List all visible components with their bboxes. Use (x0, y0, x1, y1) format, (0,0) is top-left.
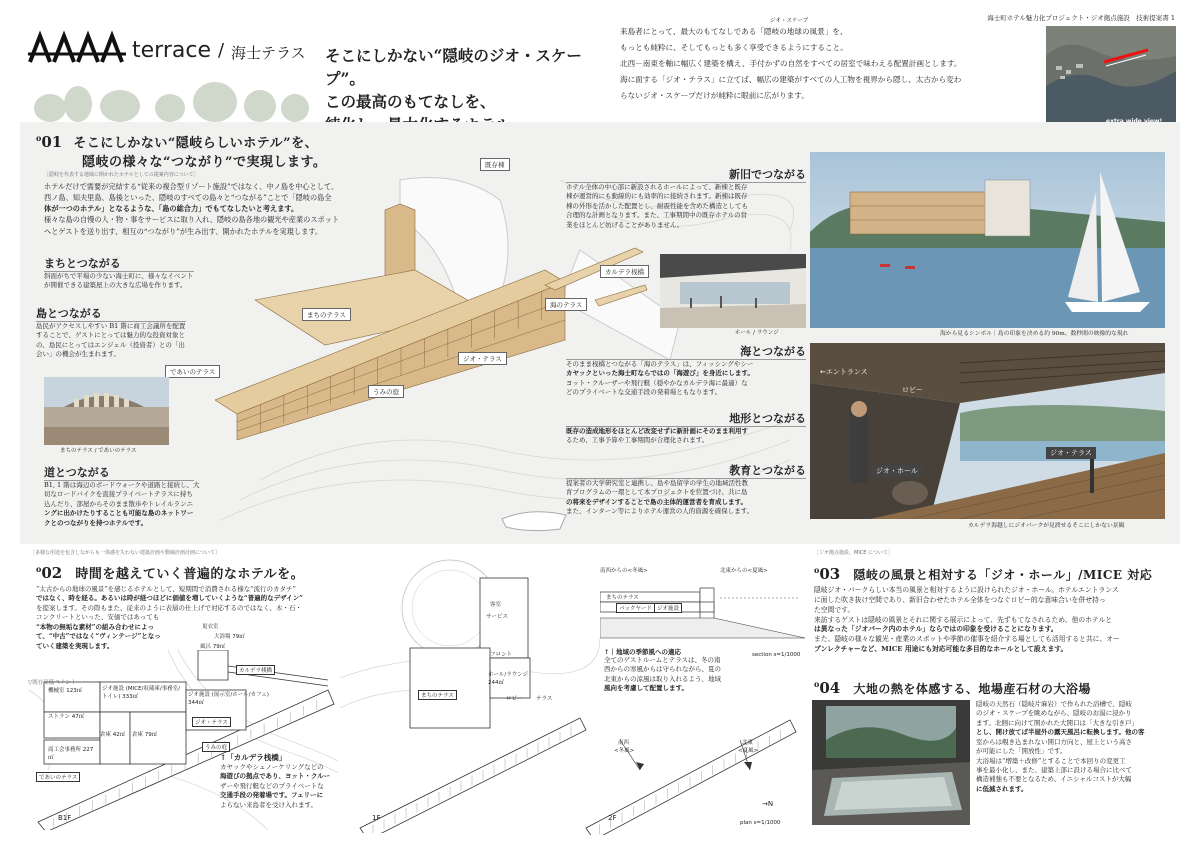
shinkyu-title: 新旧でつながる (729, 168, 806, 181)
b1-room-kikai: 機械室 123㎡ (48, 688, 83, 694)
caldera-title: ↑「カルデラ桟橋」 (220, 753, 287, 762)
shinkyu-block: 新旧でつながる ホテル全体の中心部に新設されるホールによって、新棟と既存 棟が運営的にも動線的にも効率的に接続されます。新棟は既存 棟の外形を活かした配置とし、耐震性能を含めた構造としても 合理的な計画となります。また、工事期間中の既存ホテルの営 業をほとんど妨げることがありません。 (566, 168, 806, 229)
terrace-photo-icon (44, 377, 169, 445)
b1-label-geo-terrace: ジオ・テラス (192, 717, 231, 727)
boat-icon (500, 505, 570, 535)
label-machi-terrace: まちのテラス (302, 308, 351, 321)
plan-scale: plan s=1/1000 (740, 820, 781, 826)
sec03-body: 隠岐ジオ・パークらしい本当の風景と相対するように設けられたジオ・ホール。ホテルエントランス に面した吹き抜け空間であり、新旧合わせたホテル全体をつなぐロビー的な意味合いを併せ持っ た空間です。 来訪するゲストは隠岐の風景とそれに関する展示によって、先ずもてなされるため、他のホテルと は異なった「ジオパーク内のホテル」ならではの印象を受けることになります。 また、隠岐の様々な観光・産業のスポットや季節の催事を紹介する場としても活用すると共に、オー プンレクチャーなど、MICE 用途にも対応可能な多目的なホールとして設えます。 (814, 586, 1120, 654)
sec04-title: 大地の熱を体感する、地場産石材の大浴場 (853, 682, 1091, 696)
section-scale: section s=1/1000 (752, 652, 801, 658)
intro-line-5: らないジオ・スケープだけが純粋に眼前に広がります。 (620, 91, 809, 100)
chikei-title: 地形とつながる (729, 412, 806, 425)
b1-label-deai: であいのテラス (36, 772, 80, 782)
michi-title: 道とつながる (44, 466, 110, 479)
b1-room-geo-mice: ジオ施設 (MICE/収蔵庫/事務室/トイレ) 333㎡ (102, 686, 181, 700)
photo-machi-deai (44, 377, 169, 445)
plan-1f (340, 558, 600, 833)
floor-2f: 2F (608, 814, 617, 822)
logo-sep: / (218, 40, 225, 61)
intro-text (620, 18, 1040, 104)
photo1-caption: まちのテラス / であいのテラス (60, 448, 137, 454)
shima-block: 島とつながる 島民がアクセスしやすい B1 階に商工会議所を配置 することで、ゲストにとっては魅力的な投資対象と の、島民にとってはエンジェル（投資者）との「出 会い」の機会が生まれます。 (36, 305, 226, 360)
catch-line-1: そこにしかない“隠岐のジオ・スケープ”。 (325, 46, 582, 88)
michi-block: 道とつながる B1, 1 階は海辺のボードウォークや道路と接続し、大 切なロードバイクを直接プライベートテラスに持ち 込んだり、部屋からそのまま散歩やトレイルランニ ングに出かけたりすることも可能な島のネットワー クとのつながりを持つホテルです。 (44, 464, 244, 528)
intro-line-1: 来島者にとって、最大のもてなしである「隠岐の地球の風景」を、 (620, 27, 848, 36)
doc-title: 海士町ホテル魅力化プロジェクト・ジオ拠点施設 技術提案書 1 (987, 14, 1175, 22)
section-geo: ジオ施設 (654, 603, 682, 613)
b1-room-shokokai: 商工会事務所 227㎡ (48, 747, 94, 761)
section-wind-sw: 南西からの<冬風> (600, 568, 648, 574)
b1-room-soko1: 倉庫 42㎡ (100, 732, 126, 738)
b1-label-caldera: カルデラ桟橋 (236, 665, 275, 675)
sec03-number: $^o$03 (814, 565, 841, 583)
label-umi-terrace: 海のテラス (545, 298, 587, 311)
sec01-number: $^o$01 (36, 133, 63, 151)
umi-block: 海とつながる そのまま桟橋とつながる「海のテラス」は、フィッシングやシー カヤックといった海士町ならではの「海遊び」を身近にします。 ヨット・クルーザーや飛行艇（穏やかなカルデラ海に最適）な どのプライベートな交通手段の発着場ともなります。 (566, 345, 806, 397)
f1-label-hall: ホール/ラウンジ 244㎡ (488, 672, 529, 686)
machi-block: まちとつながる 斜面がちで平場の少ない海士町に、様々なイベント が開催できる建築屋上の大きな広場を作ります。 (44, 255, 234, 291)
logo-terrace: terrace (132, 38, 211, 63)
b1-room-daiyokujo: 大浴場 79㎡ (214, 634, 245, 640)
f1-label-service: サービス (486, 614, 509, 620)
section-machi: まちのテラス (606, 595, 639, 601)
sec01-heading (36, 132, 336, 170)
sec01-title-1: そこにしかない“隠岐らしいホテル”を、 (73, 136, 319, 151)
b1-room-geo-tenji: ジオ施設 (展示室/ホール/カフェ) 344㎡ (188, 692, 269, 706)
f1-label-front: フロント (490, 652, 513, 658)
ruby-geoscape: ジオ・スケープ (770, 18, 809, 24)
shima-title: 島とつながる (36, 307, 102, 320)
label-umi-niwa: うみの庭 (368, 385, 404, 398)
sec04-number: $^o$04 (814, 679, 841, 697)
section-diagram (600, 564, 805, 654)
section-drawing-icon (600, 578, 805, 648)
label-deai-terrace: であいのテラス (165, 365, 220, 378)
floor-b1: B1F (58, 814, 72, 822)
section-wind-ne: 北東からの<夏風> (720, 568, 768, 574)
label-caldera-sambashi: カルデラ桟橋 (600, 265, 649, 278)
tree-silhouette-icon (30, 80, 320, 122)
logo-jp: 海士テラス (231, 44, 306, 62)
machi-title: まちとつながる (44, 257, 121, 270)
sec02-heading (36, 563, 304, 582)
f1-label-lobby: ロビー (506, 696, 523, 702)
caldera-block: ↑「カルデラ桟橋」 カヤックやシュノーケリングなどの 海遊びの拠点であり、ヨット・クルー ザーや飛行艇などのプライベートな 交通手段の発着場です。フェリーに よらない来島者を受け入れます。 (220, 752, 350, 810)
b1-room-koui: 更衣室 (202, 624, 219, 630)
sec02-note: ［多様な用途を包含しながらも一体感を失わない建築計画や動線計画計画について］ (30, 550, 220, 556)
hall-label-geoterrace: ジオ・テラス (1046, 447, 1096, 459)
lounge-caption: ホール / ラウンジ (735, 330, 779, 336)
bath-photo-icon (812, 700, 970, 825)
hall-label-entrance: ←エントランス (820, 368, 868, 376)
wind-title: ↑｜地域の季節風への適応 (604, 648, 681, 656)
photo-lounge (660, 254, 806, 328)
intro-line-2: もっとも純粋に、そしてもっとも多く享受できるようにすること。 (620, 43, 848, 52)
site-aerial-map (1046, 26, 1176, 130)
b1-label-umi-niwa: うみの庭 (202, 742, 230, 752)
f1-label-machi: まちのテラス (418, 690, 457, 700)
sec04-heading (814, 678, 1091, 697)
f2-wind-sw-2: <冬風> (614, 748, 635, 754)
label-kison: 既存棟 (480, 158, 510, 171)
sec03-title: 隠岐の風景と相対する「ジオ・ホール」/MICE 対応 (853, 568, 1153, 582)
f2-wind-sw: 南西 (618, 740, 630, 746)
sec03-heading (814, 564, 1152, 583)
sec01-body: ホテルだけで需要が完結する“従来の複合型リゾート施設”ではなく、中ノ島を中心として、 西ノ島、知夫里島、島後といった、隠岐のすべての島々と“つながる”ことで「隠岐の島全 体が一つのホテル」となるような、「島の総合力」でもてなしたいと考えます。 様々な島の自慢の人・物・事をサービスに取り入れ、隠岐の島各地の観光や産業のスポット へとゲストを送り出す、相互の“つながり”が生み出す、開かれたホテルを実現します。 (44, 182, 340, 236)
f2-wind-ne: 北東 (742, 740, 754, 746)
sec04-body: 隠岐の天然石（隠岐片麻岩）で作られた浴槽で、隠岐 のジオ・スケープを眺めながら、隠岐のお湯に浸かり ます。北側に向けて開かれた大開口は「大きな引き戸」 とし、開け放てば半屋外の露天風呂に転換します。他の客 室からは覗き込まれない開口方向と、屋上という高さ が可能にした「開放性」です。 大浴場は“増築＋改修”とすることで本回りの変更工 事を最小化し、また、建築上部に設ける場合に比べて 構造補強も不要となるため、イニシャルコストが大幅 に低減されます。 (976, 700, 1145, 793)
wind-block: ↑｜地域の季節風への適応 全てのゲストルームとテラスは、冬の南 西からの寒風からは守られながら、夏の 北東からの涼風は取り入れるよう、地域 風向を考慮して配置します。 (604, 647, 744, 694)
umi-title: 海とつながる (740, 345, 806, 358)
photo-bath (812, 700, 970, 825)
b1-room-restaurant: ストラン 47㎡ (48, 714, 85, 720)
logo (28, 30, 318, 70)
aerial-map-icon (1046, 26, 1176, 130)
b1-room-furo: 風呂 79㎡ (200, 644, 226, 650)
intro-line-3: 北西－南東を軸に幅広く建築を構え、手付かずの自然をすべての居室で味わえる配置計画とします。 (620, 59, 962, 68)
f2-wind-ne-2: <夏風> (738, 748, 759, 754)
b1-label-kison: ▽既存高低ペイント (28, 680, 77, 686)
kyoiku-block: 教育とつながる 提案者の大学研究室と連携し、島や島留学の学生の地域活性教 育プログラムの一環として本プロジェクトを位置づけ、共に島 の将来をデザインすることで島の主体的運営者を育成します。 また、インターン等によりホテル運営の人的資源を確保します。 (566, 464, 806, 516)
hall-label-geohall: ジオ・ホール (872, 465, 922, 477)
sea-photo-icon (810, 152, 1165, 328)
f1-label-kyakushitsu: 客室 (490, 602, 502, 608)
photo-geo-hall (810, 343, 1165, 519)
b1-room-soko2: 倉庫 79㎡ (132, 732, 158, 738)
hall-label-lobby: ロビー (902, 386, 923, 394)
floor-1f: 1F (372, 814, 381, 822)
chikei-block: 地形とつながる 既存の造成地形をほとんど改変せずに新計画にそのまま利用す るため、工事予算や工事期間が合理化されます。 (566, 412, 806, 445)
photo-sea-symbol (810, 152, 1165, 328)
f1-label-terrace: テラス (536, 696, 553, 702)
sec02-title: 時間を越えていく普遍的なホテルを。 (75, 567, 305, 582)
sec02-number: $^o$02 (36, 564, 63, 582)
section-backyard: バックヤード (616, 603, 655, 613)
photo-sea-caption: 海から見るシンボル｜島の印象を決める約 90m、数秒間の映像的な現れ (940, 331, 1129, 337)
north-arrow-icon: →N (762, 800, 774, 808)
sec02-body: “太古からの地球の風景”を感じるホテルとして、短期間で消費される様な“流行のカタチ” ではなく、時を経る。あるいは時が経つほどに価値を増していくような“普遍的なデザイン” を提案します。その際もまた、従来のように表層の仕上げで対応するのではなく、木・石・ コンクリートといった、安価ではあっても “本物の無垢な素材”の組み合わせによっ て、“中古”ではなく“ヴィンテージ”となっ ていく建築を実現します。 (36, 585, 303, 650)
label-geo-terrace: ジオ・テラス (458, 352, 507, 365)
sec01-note: ［隠岐を代表する地域に開かれたホテルとしての提案内容について］ (44, 172, 199, 178)
sec03-note: ［ジオ拠点施設、MICE について］ (814, 550, 893, 556)
sec01-title-2: 隠岐の様々な“つながり”で実現します。 (82, 155, 327, 170)
photo-hall-caption: カルデラ海越しにジオパークが見渡せるそこにしかない景観 (968, 523, 1125, 529)
lounge-photo-icon (660, 254, 806, 328)
logo-mark-icon (28, 30, 128, 66)
intro-line-4: 海に面する「ジオ・テラス」に立てば、幅広の建築がすべての人工物を視界から隠し、太古から変わ (620, 75, 962, 84)
catch-line-2: この最高のもてなしを、 (325, 92, 496, 111)
kyoiku-title: 教育とつながる (729, 464, 806, 477)
